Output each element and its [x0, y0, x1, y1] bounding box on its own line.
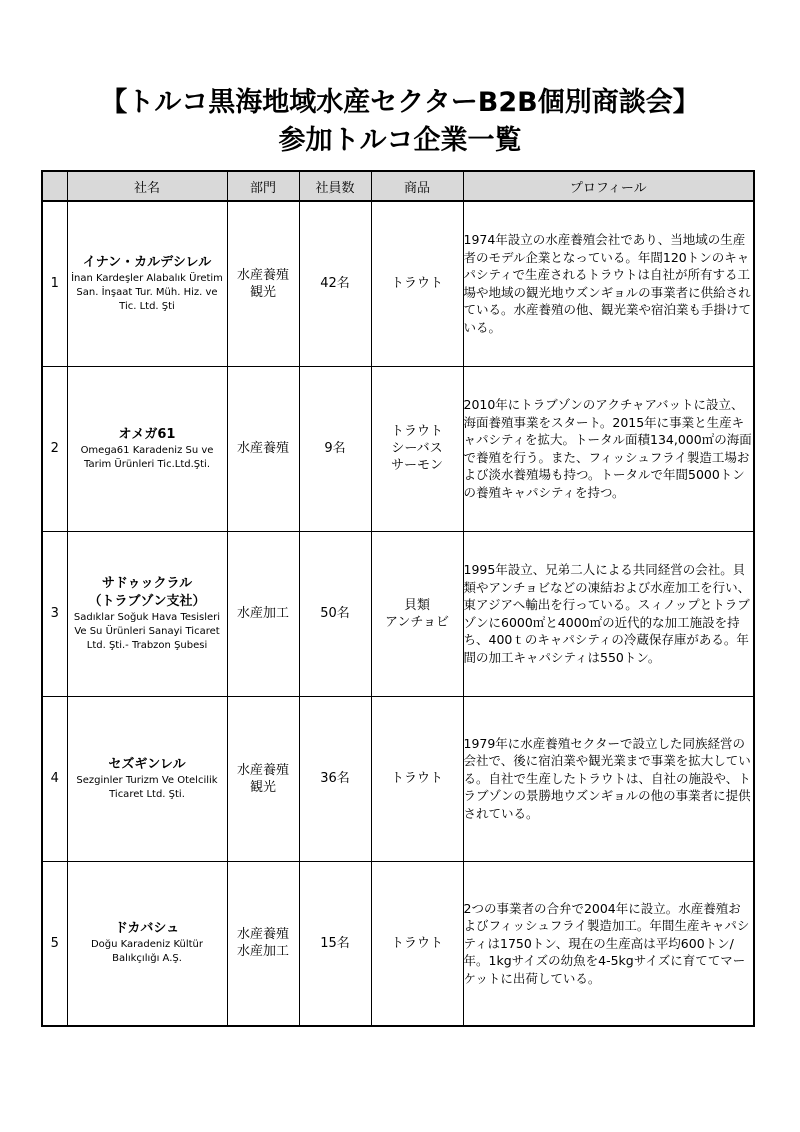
table-row	[42, 201, 754, 366]
department-cell	[227, 861, 299, 1026]
table-row	[42, 861, 754, 1026]
company-cell	[67, 696, 227, 861]
company-name-jp: オメガ61	[118, 426, 176, 442]
department-item: 水産養殖	[236, 927, 289, 943]
title-line-1: 【トルコ黒海地域水産セクターB2B個別商談会】	[100, 87, 700, 118]
header-profile: プロフィール	[463, 171, 754, 201]
department-cell	[227, 366, 299, 531]
profile-text: 2つの事業者の合弁で2004年に設立。水産養殖およびフィッシュフライ製造加工。年間生産キャパシティは1750トン、現在の生産高は平均600トン/年。1kgサイズの幼魚を4-5kgサイズに育ててマーケットに出荷している。	[463, 900, 750, 986]
department-cell	[227, 201, 299, 366]
product-item: シーバス	[391, 441, 443, 456]
employees-cell: 36名	[299, 696, 371, 861]
company-list-table	[41, 170, 755, 1027]
profile-cell	[463, 366, 754, 531]
products-cell	[371, 366, 463, 531]
products-cell	[371, 696, 463, 861]
department-item: 水産加工	[236, 606, 289, 621]
profile-text: 2010年にトラブゾンのアクチャアバットに設立、海面養殖事業をスタート。2015年に事業と生産キャパシティを拡大。トータル面積134,000㎡の海面で養殖を行う。また、フィッシュフライ製造工場および淡水養殖場も持つ。トータルで年間5000トンの養殖キャパシティを持つ。	[463, 397, 752, 500]
company-cell	[67, 531, 227, 696]
profile-cell	[463, 861, 754, 1026]
header-no	[42, 171, 67, 201]
header-company: 社名	[67, 171, 227, 201]
employees-cell: 50名	[299, 531, 371, 696]
company-name-tr: Omega61 Karadeniz Su ve Tarim Ürünleri Tic.Ltd.Şti.	[80, 444, 214, 470]
department-cell	[227, 531, 299, 696]
employees-cell: 9名	[299, 366, 371, 531]
department-item: 水産養殖	[236, 762, 289, 778]
product-item: トラウト	[390, 276, 443, 292]
company-name-jp: イナン・カルデシレル	[82, 254, 212, 270]
profile-text: 1974年設立の水産養殖会社であり、当地域の生産者のモデル企業となっている。年間120トンのキャパシティで生産されるトラウトは自社が所有する工場や地域の観光地ウズンギョルの事業者に供給されている。水産養殖の他、観光業や宿泊業も手掛けている。	[463, 232, 752, 335]
product-item: 貝類	[403, 597, 430, 613]
table-row	[42, 366, 754, 531]
department-item: 観光	[249, 284, 276, 300]
company-name-tr: Sadıklar Soğuk Hava Tesisleri Ve Su Ürünleri Sanayi Ticaret Ltd. Şti.- Trabzon Şubesi	[73, 611, 221, 651]
products-cell	[371, 861, 463, 1026]
company-cell	[67, 201, 227, 366]
profile-cell	[463, 531, 754, 696]
product-item: トラウト	[390, 935, 443, 951]
products-cell	[371, 531, 463, 696]
row-number: 3	[42, 531, 67, 696]
company-name-jp: サドゥックラル	[101, 575, 193, 591]
product-item: トラウト	[390, 424, 443, 439]
table-row	[42, 531, 754, 696]
employees-cell: 15名	[299, 861, 371, 1026]
profile-cell	[463, 696, 754, 861]
products-cell	[371, 201, 463, 366]
company-cell	[67, 861, 227, 1026]
company-name-jp: ドカバシュ	[114, 921, 180, 937]
department-item: 水産加工	[236, 944, 289, 960]
department-item: 水産養殖	[236, 441, 289, 456]
product-item: アンチョビ	[384, 614, 450, 630]
company-branch-jp: （トラブゾン支社）	[88, 593, 206, 609]
department-item: 観光	[249, 779, 276, 795]
header-employees: 社員数	[299, 171, 371, 201]
table-header-row	[42, 171, 754, 201]
row-number: 5	[42, 861, 67, 1026]
product-item: トラウト	[390, 771, 443, 786]
row-number: 4	[42, 696, 67, 861]
row-number: 2	[42, 366, 67, 531]
company-cell	[67, 366, 227, 531]
header-department: 部門	[227, 171, 299, 201]
company-name-tr: Doğu Karadeniz Kültür Balıkçılığı A.Ş.	[90, 939, 204, 965]
profile-text: 1995年設立、兄弟二人による共同経営の会社。貝類やアンチョビなどの凍結および水産加工を行い、東アジアへ輸出を行っている。スィノップとトラブゾンに6000㎡と4000㎡の近代的な加工施設を持ち、400ｔのキャパシティの冷蔵保存庫がある。年間の加工キャパシティは550トン。	[463, 562, 751, 665]
company-name-jp: セズギンレル	[108, 756, 186, 772]
product-item: サーモン	[390, 458, 443, 473]
profile-text: 1979年に水産養殖セクターで設立した同族経営の会社で、後に宿泊業や観光業まで事業を拡大している。自社で生産したトラウトは、自社の施設や、トラブゾンの景勝地ウズンギョルの他の事業者に提供されている。	[463, 735, 751, 821]
page-title	[0, 84, 800, 160]
table-row	[42, 696, 754, 861]
profile-cell	[463, 201, 754, 366]
row-number: 1	[42, 201, 67, 366]
employees-cell: 42名	[299, 201, 371, 366]
company-name-tr: İnan Kardeşler Alabalık Üretim San. İnşaat Tur. Müh. Hiz. ve Tic. Ltd. Şti	[71, 272, 223, 312]
header-products: 商品	[371, 171, 463, 201]
title-line-2: 参加トルコ企業一覧	[278, 125, 522, 156]
department-cell	[227, 696, 299, 861]
department-item: 水産養殖	[236, 267, 289, 283]
company-name-tr: Sezginler Turizm Ve Otelcilik Ticaret Ltd. Şti.	[76, 774, 218, 800]
